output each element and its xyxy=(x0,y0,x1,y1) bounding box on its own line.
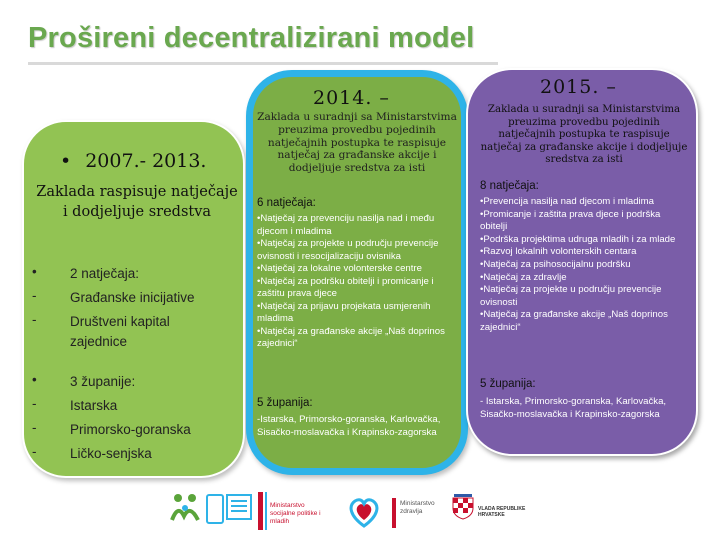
list-item: - Istarska xyxy=(32,396,118,413)
bracket-logo-icon xyxy=(206,494,224,524)
heading-bullet: • xyxy=(60,150,72,172)
panel-2015-tenders xyxy=(480,196,690,335)
ministry-health-logo xyxy=(392,494,452,534)
panel-2014-year: 2014. – xyxy=(313,87,390,109)
list-item: •Natječaj za prijavu projekata usmjerenih mladima xyxy=(257,300,431,324)
panel-2007-heading xyxy=(60,150,206,172)
panel-2014-tenders xyxy=(257,213,457,351)
ministry-health-label: Ministarstvo zdravlja xyxy=(400,500,435,515)
panel-2015 xyxy=(466,68,698,456)
tenders-list-2007 xyxy=(32,264,195,356)
foundation-logo-icon xyxy=(226,494,252,520)
list-item: •Natječaj za zdravlje xyxy=(480,271,567,283)
heading-text: 2007.- 2013. xyxy=(85,150,207,172)
list-item: •Natječaj za prevenciju nasilja nad i među djecom i mladima xyxy=(257,213,435,237)
family-logo-icon xyxy=(168,490,202,524)
list-item: • 3 županije: xyxy=(32,372,136,389)
list-item: •Prevencija nasilja nad djecom i mladima xyxy=(480,196,654,207)
list-item: - Građanske inicijative xyxy=(32,288,195,305)
list-item: •Promicanje i zaštita prava djece i podrška obitelji xyxy=(480,208,661,233)
list-item: •Natječaj za projekte u području prevencije ovisnosti xyxy=(480,284,662,308)
list-item: •Natječaj za projekte u području prevencije ovisnosti i resocijalizaciju ovisnika xyxy=(257,238,439,262)
list-item: •Natječaj za građanske akcije „Naš doprinos zajednici“ xyxy=(480,309,668,333)
list-item: - Ličko-senjska xyxy=(32,444,152,461)
list-item: •Natječaj za podršku obitelji i promicanje i zaštitu prava djece xyxy=(257,275,434,299)
list-item: - Društveni kapital zajednice xyxy=(32,312,170,349)
panel-2015-year: 2015. – xyxy=(540,76,617,98)
panel-2007-2013 xyxy=(22,120,245,478)
list-item: •Natječaj za lokalne volonterske centre xyxy=(257,263,422,274)
ministry-social-policy-label: Ministarstvo socijalne politike i mladih xyxy=(270,502,321,525)
panel-2015-tenders-heading: 8 natječaja: xyxy=(480,180,539,192)
panel-2007-description: Zaklada raspisuje natječaje i dodjeljuje sredstva xyxy=(36,184,238,220)
heart-logo-icon xyxy=(344,492,384,532)
counties-list-2007 xyxy=(32,372,191,468)
croatia-coat-of-arms-icon xyxy=(452,494,474,520)
slide-title: Prošireni decentralizirani model xyxy=(28,22,475,54)
government-office-label: VLADA REPUBLIKE HRVATSKE xyxy=(478,506,526,518)
panel-2014-counties: -Istarska, Primorsko-goranska, Karlovačka, Sisačko-moslavačka i Krapinsko-zagorska xyxy=(257,414,441,438)
list-item: • 2 natječaja: xyxy=(32,264,140,281)
panel-2014-tenders-heading: 6 natječaja: xyxy=(257,197,316,209)
panel-2014-description: Zaklada u suradnji sa Ministarstvima preuzima provedbu pojedinih natječajnih postupka te raspisuje natječaj za građanske akcije i dodjeljuje sredstva za isti xyxy=(257,111,457,175)
panel-2015-counties: - Istarska, Primorsko-goranska, Karlovačka, Sisačko-moslavačka i Krapinsko-zagorska xyxy=(480,396,667,420)
panel-2015-description: Zaklada u suradnji sa Ministarstvima preuzima provedbu pojedinih natječajnih postupka te raspisuje natječaj za građanske akcije i dodjeljuje sredstva za isti xyxy=(480,104,688,166)
panel-2014-counties-heading: 5 županija: xyxy=(257,397,313,409)
list-item: •Natječaj za psihosocijalnu podršku xyxy=(480,258,631,270)
list-item: •Razvoj lokalnih volonterskih centara xyxy=(480,246,637,258)
panel-2014 xyxy=(246,70,468,475)
list-item: •Podrška projektima udruga mladih i za mlade xyxy=(480,233,676,245)
ministry-social-policy-logo xyxy=(256,488,322,534)
title-underline xyxy=(28,62,498,65)
list-item: •Natječaj za građanske akcije „Naš doprinos zajednici“ xyxy=(257,325,445,349)
panel-2015-counties-heading: 5 županija: xyxy=(480,378,536,390)
list-item: - Primorsko-goranska xyxy=(32,420,191,437)
